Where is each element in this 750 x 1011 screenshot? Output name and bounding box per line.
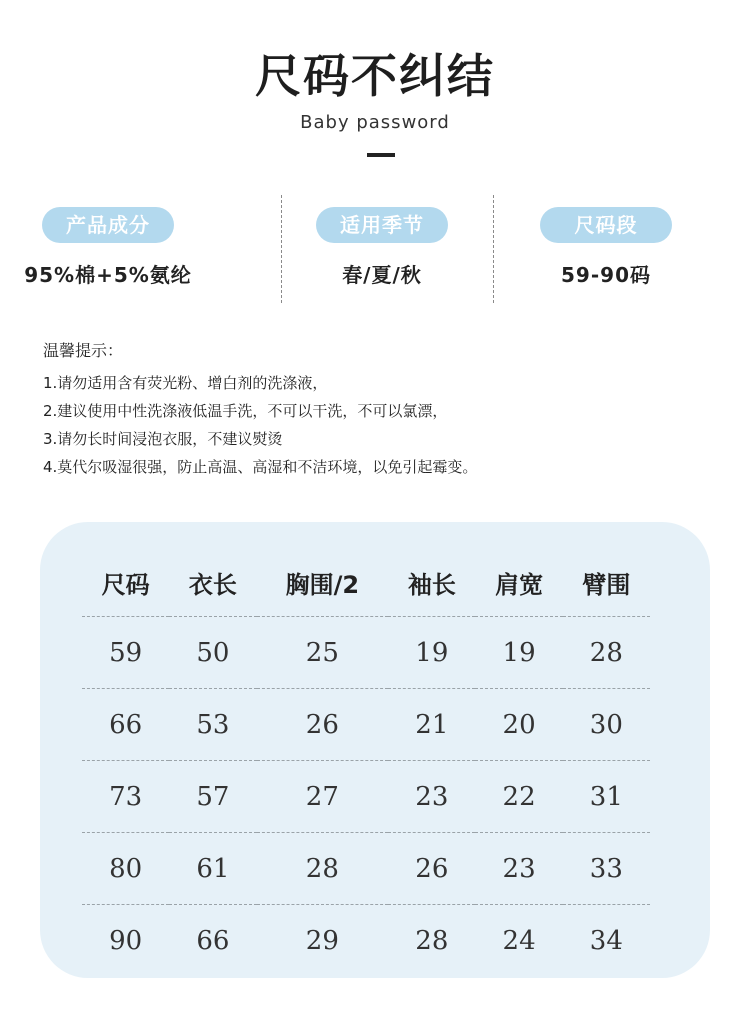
- attr-composition: [0, 207, 218, 288]
- table-cell: 30: [563, 689, 650, 761]
- table-cell: 59: [82, 617, 169, 689]
- divider: [493, 195, 494, 303]
- column-header: 尺码: [82, 548, 169, 617]
- table-cell: 21: [388, 689, 475, 761]
- column-header: 臂围: [563, 548, 650, 617]
- column-header: 袖长: [388, 548, 475, 617]
- size-chart-table: [82, 548, 650, 976]
- attr-season-label: 适用季节: [316, 207, 448, 243]
- table-cell: 61: [169, 833, 256, 905]
- attr-composition-label: 产品成分: [42, 207, 174, 243]
- table-header-row: [82, 548, 650, 617]
- attr-size-range: [496, 207, 716, 288]
- care-tip: 4.莫代尔吸湿很强，防止高温、高湿和不洁环境，以免引起霉变。: [43, 458, 478, 476]
- page-title: 尺码不纠结: [255, 49, 495, 103]
- care-tips: [43, 338, 477, 481]
- attr-composition-value: 95%棉+5%氨纶: [24, 263, 192, 287]
- table-cell: 66: [196, 925, 230, 956]
- table-cell: 19: [388, 617, 475, 689]
- attr-season-value: 春/夏/秋: [342, 263, 422, 287]
- table-cell: 23: [475, 833, 562, 905]
- table-cell: 80: [82, 833, 169, 905]
- title-underline: [367, 153, 395, 157]
- table-cell: 24: [502, 925, 536, 956]
- table-cell: 28: [257, 833, 389, 905]
- care-tip: 1.请勿适用含有荧光粉、增白剂的洗涤液，: [43, 374, 328, 392]
- table-cell: 90: [109, 925, 143, 956]
- attr-size-range-label: 尺码段: [540, 207, 672, 243]
- attr-season: [272, 207, 492, 288]
- table-cell: 66: [82, 689, 169, 761]
- table-cell: 27: [257, 761, 389, 833]
- table-row: [82, 689, 650, 761]
- table-cell: 34: [589, 925, 623, 956]
- table-row: [82, 833, 650, 905]
- column-header: 胸围/2: [257, 548, 389, 617]
- table-cell: 53: [169, 689, 256, 761]
- table-cell: 26: [257, 689, 389, 761]
- table-row: [82, 761, 650, 833]
- care-tip: 2.建议使用中性洗涤液低温手洗，不可以干洗，不可以氯漂，: [43, 402, 448, 420]
- care-tip: 3.请勿长时间浸泡衣服，不建议熨烫: [43, 430, 283, 448]
- table-cell: 73: [82, 761, 169, 833]
- table-cell: 20: [475, 689, 562, 761]
- table-cell: 26: [388, 833, 475, 905]
- table-cell: 57: [169, 761, 256, 833]
- table-row: [82, 905, 650, 977]
- table-cell: 23: [388, 761, 475, 833]
- table-cell: 28: [415, 925, 449, 956]
- attr-size-range-value: 59-90码: [561, 263, 651, 287]
- column-header: 衣长: [169, 548, 256, 617]
- table-row: [82, 617, 650, 689]
- table-cell: 22: [475, 761, 562, 833]
- table-cell: 28: [563, 617, 650, 689]
- table-cell: 33: [563, 833, 650, 905]
- page-subtitle: Baby password: [300, 112, 450, 133]
- table-cell: 19: [475, 617, 562, 689]
- care-tips-title: 温馨提示：: [43, 341, 124, 360]
- table-cell: 29: [305, 925, 339, 956]
- table-cell: 31: [563, 761, 650, 833]
- table-cell: 25: [257, 617, 389, 689]
- table-cell: 50: [169, 617, 256, 689]
- column-header: 肩宽: [475, 548, 562, 617]
